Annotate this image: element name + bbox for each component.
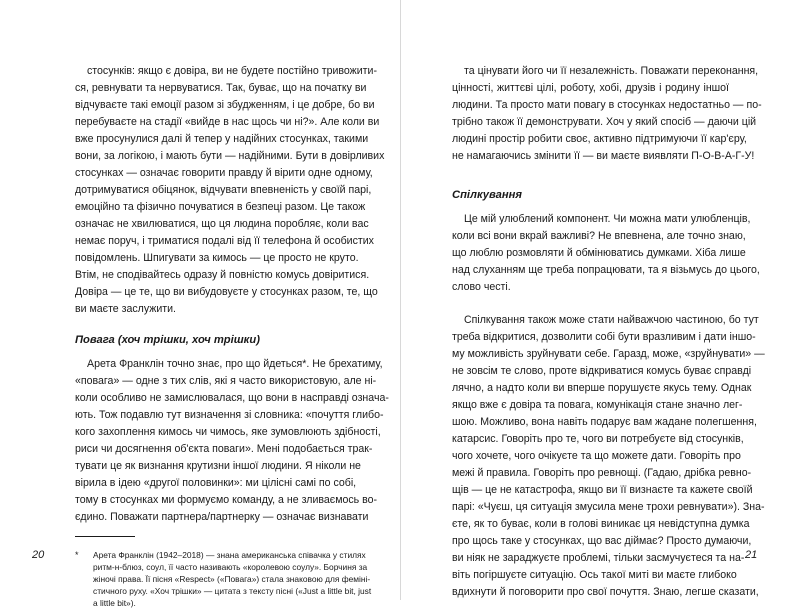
text-line: тувати це як визнання крутизни іншої людини. Я ніколи не (75, 460, 361, 472)
text-line: Арета Франклін точно знає, про що йдеться*. Не брехатиму, (87, 358, 383, 370)
right-paragraph-respect-cont (452, 63, 762, 165)
footnote-line: ритм-н-блюз, соул, її часто називають «королевою соулу». Борчиня за (93, 562, 368, 572)
text-line: єдино. Поважати партнера/партнерку — означає визнавати (75, 511, 369, 523)
text-line: треба відкритися, дозволити собі бути вразливим і дати іншо- (452, 331, 756, 343)
text-line: чого хочете, чого очікуєте та що можете дати. Говоріть про (452, 450, 741, 462)
text-line: ся, ревнувати та нервуватися. Так, буває, що на початку ви (75, 82, 367, 94)
text-line: людині простір робити своє, активно підтримуючи її кар'єру, (452, 133, 747, 145)
text-line: вони, за логікою, і мають бути — надійними. Бути в довірливих (75, 150, 385, 162)
text-line: кого захоплення кимось чи чимось, яке зумовлюють здібності, (75, 426, 381, 438)
text-line: Це мій улюблений компонент. Чи можна мати улюбленців, (464, 213, 751, 225)
text-line: «повага» — одне з тих слів, які я часто використовую, але ні- (75, 375, 377, 387)
text-line: не зовсім те слово, проте відкриватися комусь буває справді (452, 365, 752, 377)
right-page (401, 0, 801, 600)
page-number-left: 20 (32, 549, 45, 561)
page-number-right: 21 (745, 549, 758, 561)
section-heading-communication: Спілкування (452, 189, 522, 201)
footnote (75, 549, 372, 609)
text-line: не намагаючись змінити її — ви маєте виявляти П-О-В-А-Г-У! (452, 150, 755, 162)
text-line: вже просунулися далі й тепер у надійних стосунках, такими (75, 133, 369, 145)
left-text-column (75, 63, 389, 609)
text-line: Довіра — це те, що ви вибудовуєте у стосунках разом, те, що (75, 286, 378, 298)
text-line: над слуханням ще треба попрацювати, та я візьмусь до цього, (452, 264, 760, 276)
text-line: щів — це не катастрофа, якщо ви її визнаєте та кажете своїй (452, 484, 753, 496)
text-line: означає не хвилюватися, що ця людина поробляє, коли вас (75, 218, 369, 230)
footnote-line: стичного руху. «Хоч трішки» — цитата з тексту пісні («Just a little bit, just (93, 586, 372, 596)
text-line: ви ніяк не зараджуєте проблемі, тільки засмучуєтеся та на- (452, 552, 745, 564)
text-line: Спілкування також може стати найважчою частиною, бо тут (464, 314, 759, 326)
text-line: відчуваєте такі емоції разом зі збудженням, і це добре, бо ви (75, 99, 375, 111)
section-heading-respect: Повага (хоч трішки, хоч трішки) (75, 334, 260, 346)
text-line: тому в стосунках ми формуємо команду, а не зливаємось во- (75, 494, 378, 506)
text-line: лячно, а надто коли ви вперше порушуєте якусь тему. Однак (452, 382, 752, 394)
footnote-line: a little bit»). (93, 598, 136, 608)
text-line: єте, як то буває, коли в голові виникає ця невідступна думка (452, 518, 750, 530)
footnote-marker: * (75, 550, 79, 560)
footnote-text (93, 549, 372, 609)
text-line: ють. Тож подавлю тут визначення зі словника: «почуття глибо- (75, 409, 384, 421)
text-line: коли всі вони вкрай важливі? Не впевнена, але точно знаю, (452, 230, 746, 242)
text-line: емоційно та фізично почуватися в безпеці разом. Це також (75, 201, 366, 213)
text-line: про щось таке у стосунках, що вас діймає? Просто думаючи, (452, 535, 752, 547)
footnote-line: жіночі права. Її пісня «Respect» («Повага») стала знаковою для феміні- (93, 574, 371, 584)
text-line: слово честі. (452, 281, 511, 293)
footnote-divider (75, 536, 135, 537)
text-line: Втім, не сподівайтесь одразу й повністю комусь довіритися. (75, 269, 370, 281)
text-line: людини. Та просто мати повагу в стосунках недостатньо — по- (452, 99, 762, 111)
text-line: межі й правила. Говоріть про ревнощі. (Гадаю, дрібка ревно- (452, 467, 752, 479)
text-line: що люблю розмовляти й обмінюватись думками. Хіба лише (452, 247, 746, 259)
text-line: перебуваєте на стадії «вийде в нас щось чи ні?». Але коли ви (75, 116, 380, 128)
left-paragraph-respect (75, 356, 389, 526)
left-page (0, 0, 400, 608)
text-line: му можливість зруйнувати себе. Гаразд, може, «зруйнувати» — (452, 348, 765, 360)
text-line: ви маєте заслужити. (75, 303, 176, 315)
right-paragraph-favorite (452, 211, 760, 296)
text-line: цінності, життєві цілі, роботу, хобі, друзів і родину іншої (452, 82, 729, 94)
text-line: вірила в ідею «другої половинки»: ми цілісні самі по собі, (75, 477, 357, 489)
text-line: якщо вже є довіра та повага, комунікація стане значно лег- (452, 399, 743, 411)
text-line: шою. Можливо, вона навіть подарує вам жадане полегшення, (452, 416, 757, 428)
text-line: стосунках — означає говорити правду й вірити одне одному, (75, 167, 373, 179)
text-line: коли особливо не замислювалася, що вони в насправді означа- (75, 392, 389, 404)
text-line: та цінувати його чи її незалежність. Поважати переконання, (464, 65, 759, 77)
text-line: немає поруч, і триматися подалі від її телефона й особистих (75, 235, 374, 247)
text-line: вдихнути й поговорити про свої почуття. Знаю, легше сказати, (452, 586, 759, 598)
text-line: парі: «Чуєш, ця ситуація змусила мене трохи ревнувати»). Зна- (452, 501, 765, 513)
text-line: стосунків: якщо є довіра, ви не будете постійно тривожити- (87, 65, 377, 77)
text-line: риси чи досягнення об'єкта поваги». Мені подобається трак- (75, 443, 373, 455)
left-paragraph-trust (75, 63, 385, 318)
text-line: віть погіршуєте ситуацію. Ось такої миті ви маєте глибоко (452, 569, 737, 581)
text-line: повідомлень. Шпигувати за кимось — це просто не круто. (75, 252, 359, 264)
text-line: катарсис. Говоріть про те, чого ви потребуєте від стосунків, (452, 433, 744, 445)
text-line: дотримуватися обіцянок, відчувати впевненість у своїй парі, (75, 184, 372, 196)
footnote-line: Арета Франклін (1942–2018) — знана американська співачка у стилях (93, 550, 366, 560)
text-line: трібно також її демонструвати. Хоч у який спосіб — даючи цій (452, 116, 757, 128)
